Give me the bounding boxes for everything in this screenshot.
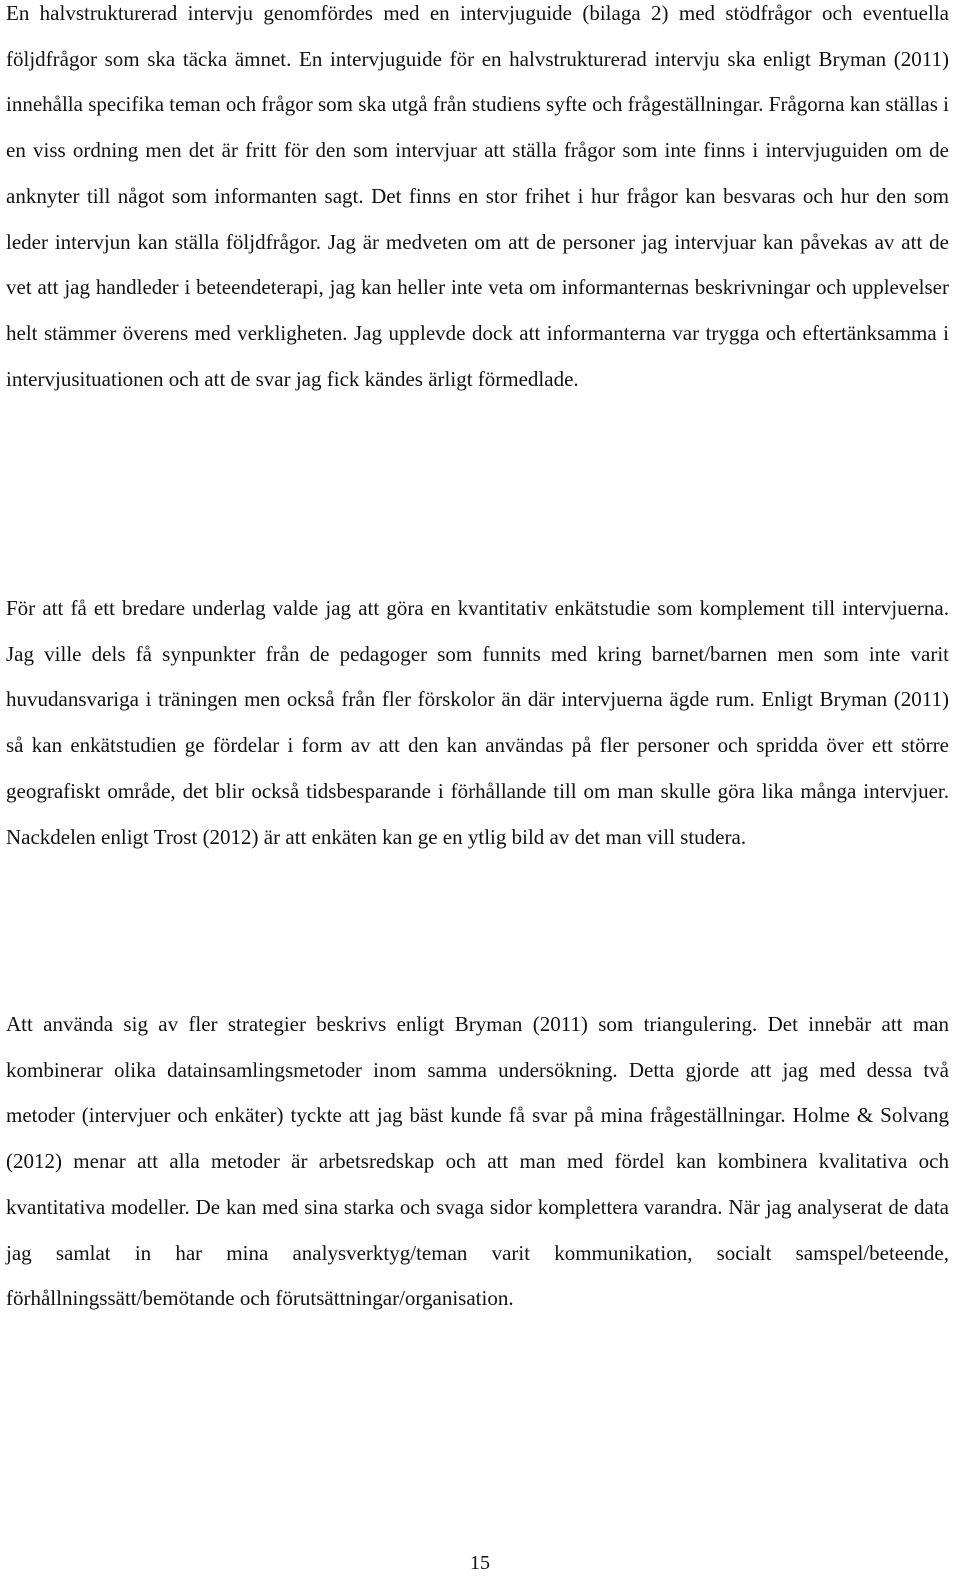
paragraph-interview-method: En halvstrukturerad intervju genomfördes med en intervjuguide (bilaga 2) med stödfrågor och eventuella följdfrågor som ska täcka ämnet. En intervjuguide för en halvstrukturerad intervju ska enligt Bryman (2011) innehålla specifika teman och frågor som ska utgå från studiens syfte och frågeställningar. Frågorna kan ställas i en viss ordning men det är fritt för den som intervjuar att ställa frågor som inte finns i intervjuguiden om de anknyter till något som informanten sagt. Det finns en stor frihet i hur frågor kan besvaras och hur den som leder intervjun kan ställa följdfrågor. Jag är medveten om att de personer jag intervjuar kan påvekas av att de vet att jag handleder i beteendeterapi, jag kan heller inte veta om informanternas beskrivningar och upplevelser helt stämmer överens med verkligheten. Jag upplevde dock att informanterna var trygga och eftertänksamma i intervjusituationen och att de svar jag fick kändes ärligt förmedlade. (6, 1, 949, 391)
page-number: 15 (470, 1552, 490, 1574)
paragraph-triangulation: Att använda sig av fler strategier beskrivs enligt Bryman (2011) som triangulering. Det innebär att man kombinerar olika datainsamlingsmetoder inom samma undersökning. Detta gjorde att jag med dessa två metoder (intervjuer och enkäter) tyckte att jag bäst kunde få svar på mina frågeställningar. Holme & Solvang (2012) menar att alla metoder är arbetsredskap och att man med fördel kan kombinera kvalitativa och kvantitativa modeller. De kan med sina starka och svaga sidor komplettera varandra. När jag analyserat de data jag samlat in har mina analysverktyg/teman varit kommunikation, socialt samspel/beteende, förhållningssätt/bemötande och förutsättningar/organisation. (6, 1012, 949, 1311)
paragraph-survey-method: För att få ett bredare underlag valde jag att göra en kvantitativ enkätstudie som komplement till intervjuerna. Jag ville dels få synpunkter från de pedagoger som funnits med kring barnet/barnen men som inte varit huvudansvariga i träningen men också från fler förskolor än där intervjuerna ägde rum. Enligt Bryman (2011) så kan enkätstudien ge fördelar i form av att den kan användas på fler personer och spridda över ett större geografiskt område, det blir också tidsbesparande i förhållande till om man skulle göra lika många intervjuer. Nackdelen enligt Trost (2012) är att enkäten kan ge en ytlig bild av det man vill studera. (6, 596, 949, 849)
